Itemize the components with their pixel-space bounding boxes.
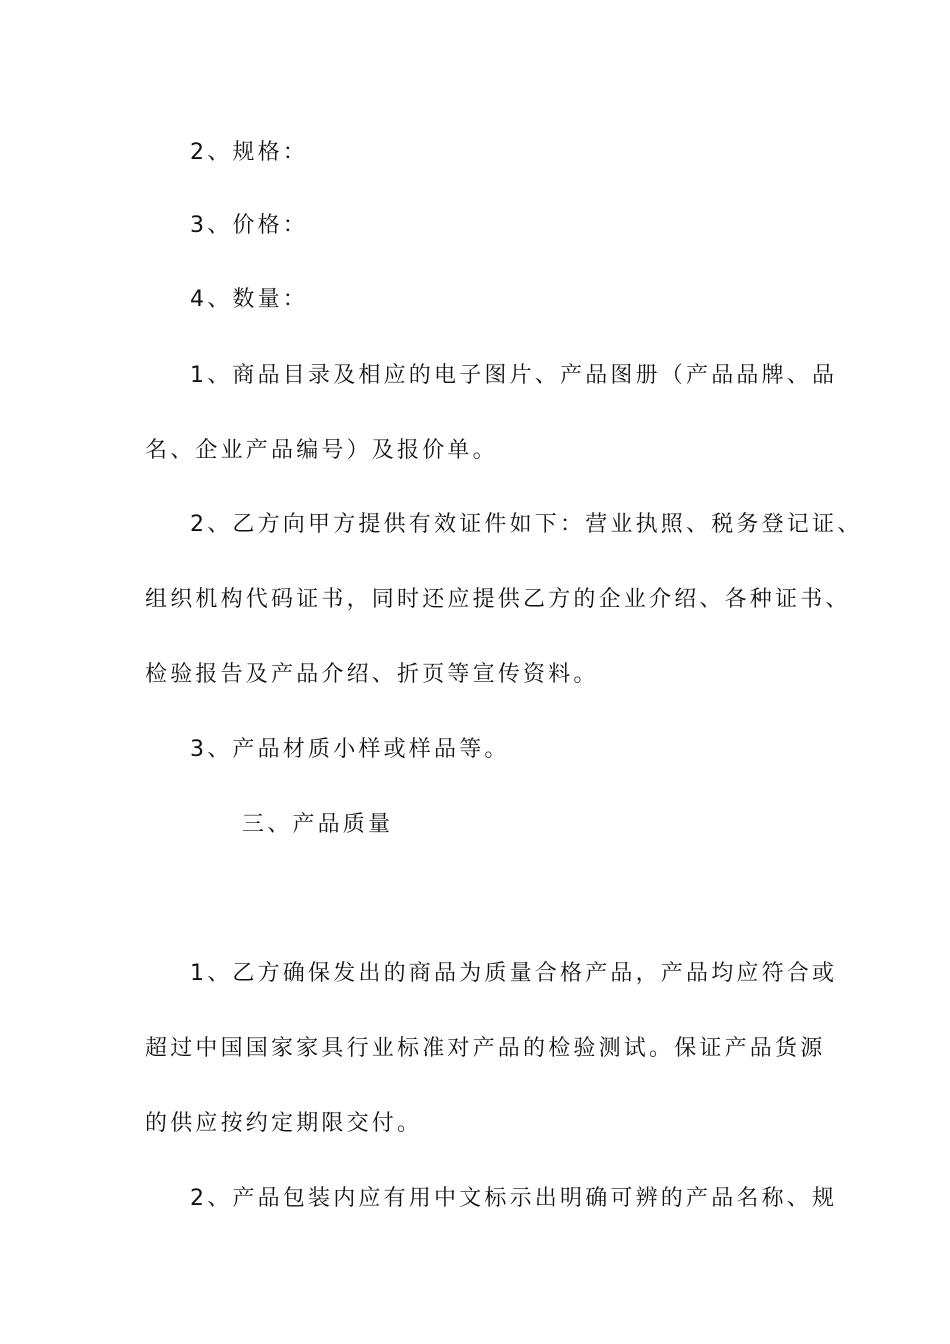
quantity-item: 4、数量： [190,287,308,312]
paragraph-line: 超过中国国家家具行业标准对产品的检验测试。保证产品货源 [145,1036,826,1061]
paragraph-line: 3、产品材质小样或样品等。 [190,737,510,762]
price-item: 3、价格： [190,213,308,238]
paragraph-line: 1、乙方确保发出的商品为质量合格产品，产品均应符合或 [190,961,838,986]
paragraph-line: 2、乙方向甲方提供有效证件如下：营业执照、税务登记证、 [190,512,863,537]
paragraph-line: 2、产品包装内应有用中文标示出明确可辨的产品名称、规 [190,1186,838,1211]
section-heading: 三、产品质量 [242,812,394,837]
paragraph-line: 1、商品目录及相应的电子图片、产品图册（产品品牌、品 [190,363,838,388]
spec-item: 2、规格： [190,140,308,165]
paragraph-line: 组织机构代码证书，同时还应提供乙方的企业介绍、各种证书、 [145,587,851,612]
paragraph-line: 的供应按约定期限交付。 [145,1111,423,1136]
paragraph-line: 名、企业产品编号）及报价单。 [145,438,498,463]
paragraph-line: 检验报告及产品介绍、折页等宣传资料。 [145,662,599,687]
